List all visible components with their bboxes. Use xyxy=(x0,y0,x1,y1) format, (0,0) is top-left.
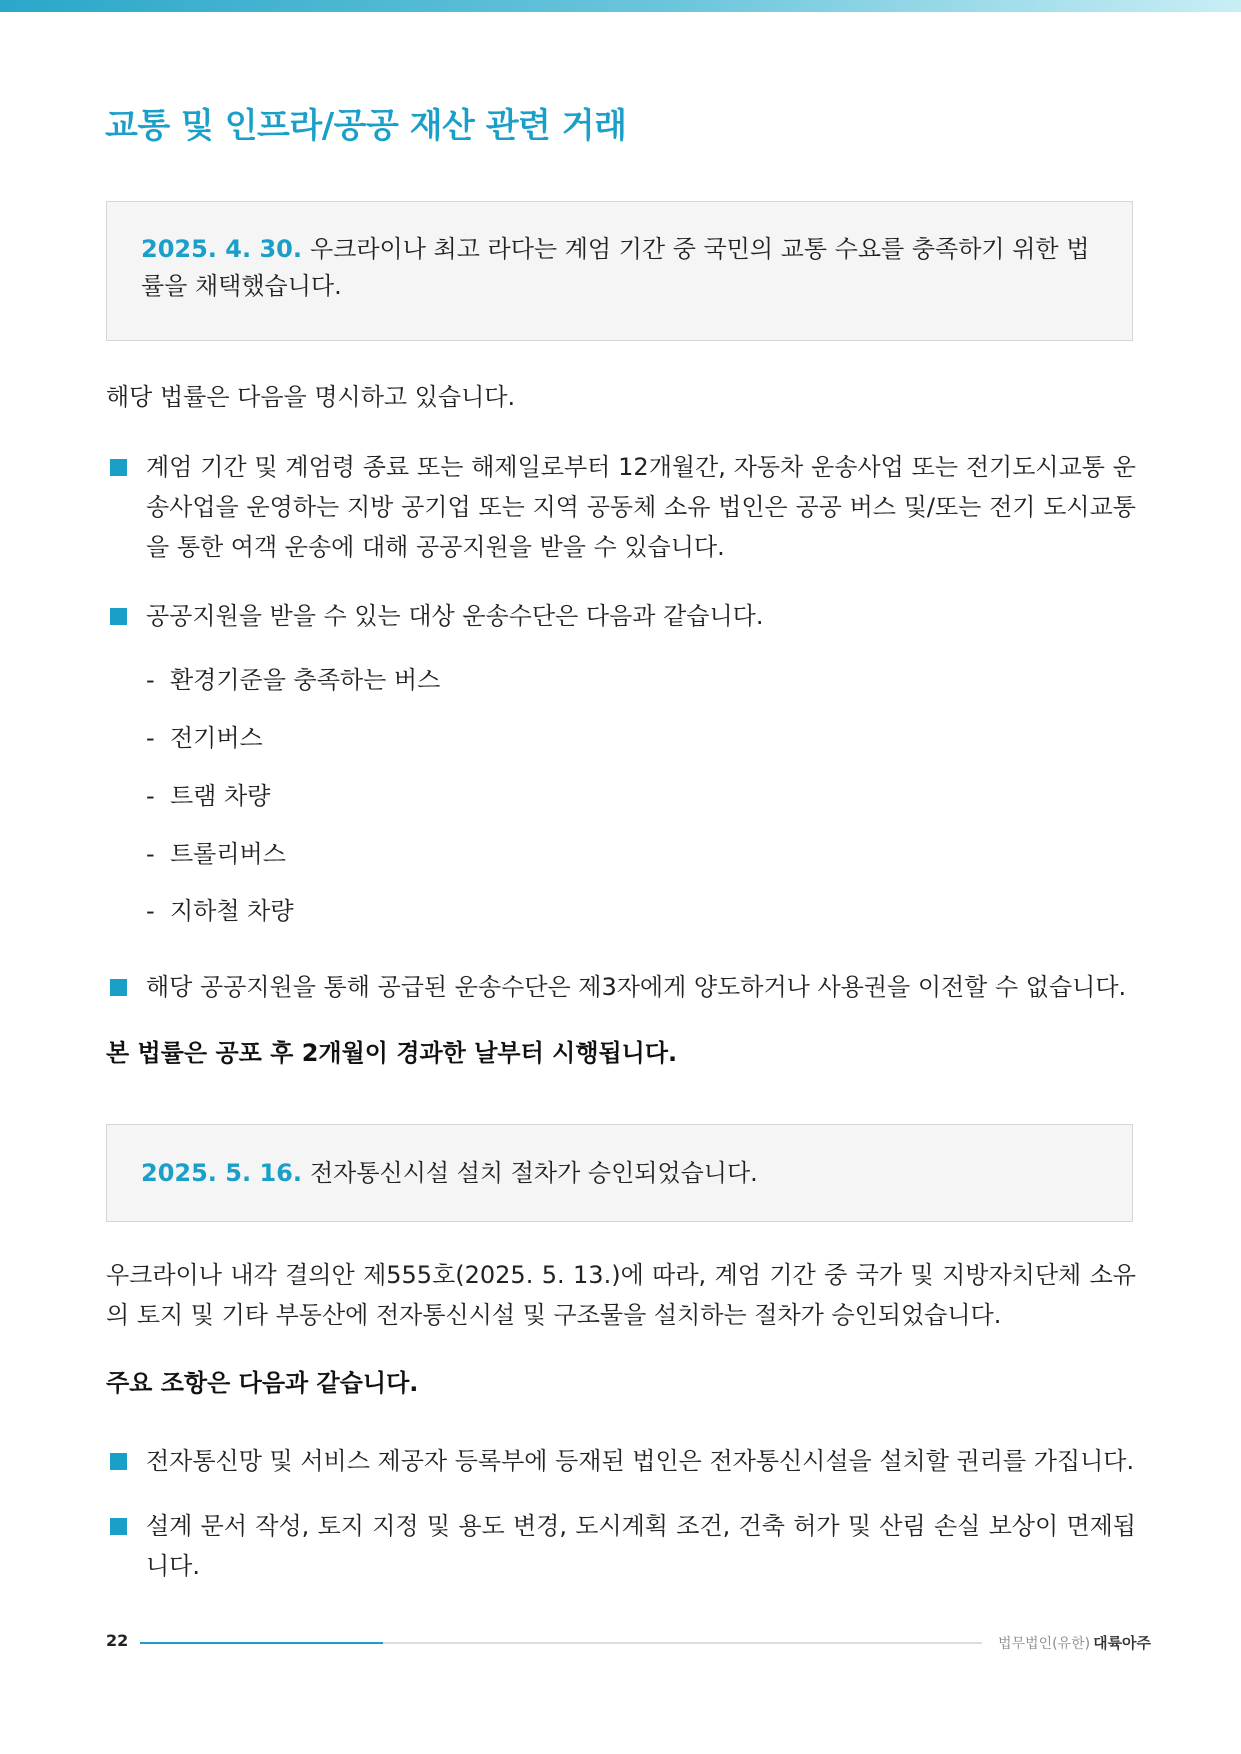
resolution-paragraph: 우크라이나 내각 결의안 제555호(2025. 5. 13.)에 따라, 계엄 기간 중 국가 및 지방자치단체 소유의 토지 및 기타 부동산에 전자통신시설 및 구조물을 설치하는 절차가 승인되었습니다. xyxy=(106,1261,1136,1329)
firm-name: 대륙아주 xyxy=(1093,1634,1152,1652)
top-accent-bar xyxy=(0,0,1241,12)
dash-list-text: 트램 차량 xyxy=(170,782,271,810)
bullet-text: 전자통신망 및 서비스 제공자 등록부에 등재된 법인은 전자통신시설을 설치할 권리를 가집니다. xyxy=(146,1447,1135,1475)
footer-firm xyxy=(998,1632,1151,1653)
dash-icon: - xyxy=(146,897,155,925)
bullet-text: 공공지원을 받을 수 있는 대상 운송수단은 다음과 같습니다. xyxy=(146,602,764,630)
square-bullet-icon xyxy=(110,1453,127,1470)
dash-list-item xyxy=(146,893,294,929)
dash-icon: - xyxy=(146,724,155,752)
dash-list-text: 트롤리버스 xyxy=(170,840,286,868)
dash-list-item xyxy=(146,836,286,872)
dash-list-item xyxy=(146,778,270,814)
firm-prefix: 법무법인(유한) xyxy=(998,1636,1091,1652)
bullet-text: 설계 문서 작성, 토지 지정 및 용도 변경, 도시계획 조건, 건축 허가 및 산림 손실 보상이 면제됩니다. xyxy=(146,1512,1136,1580)
main-provisions-heading: 주요 조항은 다음과 같습니다. xyxy=(106,1369,419,1397)
square-bullet-icon xyxy=(110,459,127,476)
dash-list-text: 환경기준을 충족하는 버스 xyxy=(170,666,441,694)
dash-icon: - xyxy=(146,840,155,868)
notice-date: 2025. 5. 16. xyxy=(141,1159,302,1187)
page-title: 교통 및 인프라/공공 재산 관련 거래 xyxy=(105,106,627,146)
dash-list-text: 전기버스 xyxy=(170,724,263,752)
dash-list-item xyxy=(146,720,263,756)
bullet-item xyxy=(106,967,1136,1007)
bullet-item xyxy=(106,447,1136,567)
bullet-item xyxy=(106,1506,1136,1586)
notice-box-2 xyxy=(106,1124,1133,1222)
notice-box-1 xyxy=(106,201,1133,341)
square-bullet-icon xyxy=(110,1518,127,1535)
bullet-text: 계엄 기간 및 계엄령 종료 또는 해제일로부터 12개월간, 자동차 운송사업 또는 전기도시교통 운송사업을 운영하는 지방 공기업 또는 지역 공동체 소유 법인은 공공 버스 및/또는 전기 도시교통을 통한 여객 운송에 대해 공공지원을 받을 수 있습니다. xyxy=(146,453,1136,561)
square-bullet-icon xyxy=(110,979,127,996)
dash-icon: - xyxy=(146,666,155,694)
notice-text: 전자통신시설 설치 절차가 승인되었습니다. xyxy=(309,1159,758,1187)
intro-paragraph: 해당 법률은 다음을 명시하고 있습니다. xyxy=(106,383,516,411)
footer-divider xyxy=(140,1642,982,1644)
bullet-item xyxy=(106,596,1136,636)
bullet-text: 해당 공공지원을 통해 공급된 운송수단은 제3자에게 양도하거나 사용권을 이전할 수 없습니다. xyxy=(146,973,1127,1001)
dash-icon: - xyxy=(146,782,155,810)
footer-divider-accent xyxy=(140,1642,383,1644)
bullet-item xyxy=(106,1441,1136,1481)
notice-text: 우크라이나 최고 라다는 계엄 기간 중 국민의 교통 수요를 충족하기 위한 법률을 채택했습니다. xyxy=(141,235,1090,300)
notice-date: 2025. 4. 30. xyxy=(141,235,302,263)
effective-date-statement: 본 법률은 공포 후 2개월이 경과한 날부터 시행됩니다. xyxy=(106,1039,678,1067)
dash-list-item xyxy=(146,662,440,698)
dash-list-text: 지하철 차량 xyxy=(170,897,294,925)
page-number: 22 xyxy=(106,1631,129,1650)
square-bullet-icon xyxy=(110,608,127,625)
